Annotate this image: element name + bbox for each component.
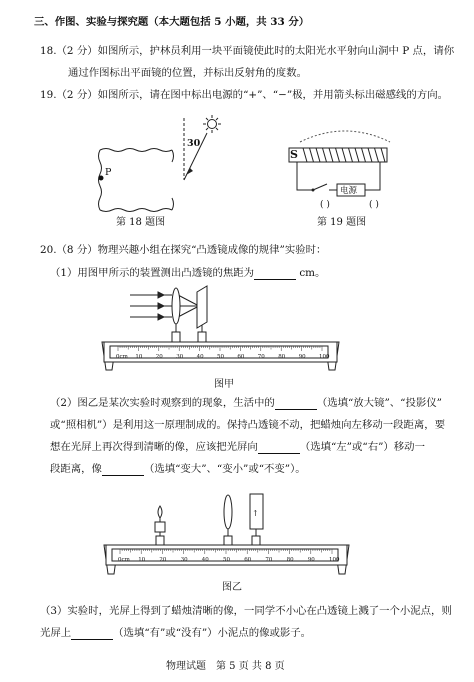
q20-p3-line2: 光屏上 （选填“有”或“没有”）小泥点的像或影子。 — [40, 627, 312, 639]
ruler-tick-label: 10 — [135, 354, 143, 360]
q20-intro: 20.（8 分）物理兴趣小组在探究“凸透镜成像的规律”实验时： — [40, 244, 327, 256]
ruler-tick-label: 80 — [278, 354, 286, 360]
power-label: 电源 — [340, 186, 358, 196]
parallel-rays — [130, 292, 199, 320]
ruler-tick-label: 50 — [223, 557, 230, 563]
section-title: 三、作图、实验与探究题（本大题包括 5 小题，共 33 分） — [34, 16, 310, 28]
ruler-tick-label: 30 — [180, 557, 188, 563]
answer-blank-device[interactable] — [275, 398, 317, 410]
ruler-tick-label: 60 — [237, 354, 245, 360]
fig19-caption: 第 19 题图 — [317, 217, 367, 228]
q19-line1: 19.（2 分）如图所示，请在图中标出电源的“+”、“−”极，并用箭头标出磁感线的方向。 — [40, 89, 448, 101]
ruler-tick-label: 10 — [138, 557, 146, 563]
ruler-unit-label: 0cm — [116, 354, 128, 360]
q20-p3-line1: （3）实验时，光屏上得到了蜡烛清晰的像，一同学不小心在凸透镜上溅了一个小泥点，则 — [40, 605, 452, 617]
answer-blank-image-size[interactable] — [102, 464, 144, 476]
screen-a — [197, 286, 207, 328]
ruler-tick-label: 40 — [196, 354, 204, 360]
ruler-tick-label: 70 — [257, 354, 265, 360]
q18-line1: 18.（2 分）如图所示，护林员利用一块平面镜使此时的太阳光水平射向山洞中 P 点，请你 — [40, 45, 455, 57]
ruler-tick-label: 90 — [307, 557, 315, 563]
ruler-tick-label: 80 — [286, 557, 294, 563]
page-footer: 物理试题 第 5 页 共 8 页 — [166, 661, 285, 672]
ruler-tick-label: 70 — [265, 557, 273, 563]
q20-p2-line4: 段距离，像 （选填“变大”、“变小”或“不变”）。 — [50, 463, 306, 475]
ruler-tick-label: 50 — [217, 354, 224, 360]
q20-p1: （1）用图甲所示的装置测出凸透镜的焦距为 cm。 — [50, 267, 326, 279]
ruler-tick-label: 30 — [176, 354, 184, 360]
ruler-tick-label: 20 — [159, 557, 167, 563]
ruler-tick-label: 60 — [244, 557, 252, 563]
q20-p2-line1: （2）图乙是某次实验时观察到的现象，生活中的 （选填“放大镜”、“投影仪” — [50, 397, 442, 409]
ruler-tick-label: 90 — [298, 354, 306, 360]
fig18-caption: 第 18 题图 — [116, 217, 166, 228]
ruler-tick-label: 40 — [201, 557, 209, 563]
paren-left: ( ) — [320, 200, 330, 210]
convex-lens-a — [172, 288, 180, 324]
q18-line2: 通过作图标出平面镜的位置，并标出反射角的度数。 — [68, 67, 307, 79]
answer-blank-mud[interactable] — [71, 628, 113, 640]
fig-b-caption: 图乙 — [222, 582, 242, 593]
ruler-unit-label: 0cm — [118, 557, 130, 563]
point-p-label: P — [105, 167, 112, 178]
fig-a-caption: 图甲 — [214, 379, 234, 390]
convex-lens-b — [224, 495, 232, 529]
answer-blank-direction[interactable] — [258, 442, 300, 454]
svg-text:↑: ↑ — [252, 509, 259, 518]
s-pole-label: S — [290, 148, 298, 161]
q20-p2-line3: 想在光屏上再次得到清晰的像，应该把光屏向 （选填“左”或“右”）移动一 — [50, 441, 425, 453]
q20-p2-line2: 或“照相机”）是利用这一原理制成的。保持凸透镜不动，把蜡烛向左移动一段距离，要 — [50, 419, 446, 431]
ruler-tick-label: 20 — [155, 354, 163, 360]
ruler-tick-label: 100 — [319, 354, 330, 360]
paren-right: ( ) — [369, 200, 379, 210]
ruler-tick-label: 100 — [329, 557, 340, 563]
candle — [155, 506, 165, 545]
angle-label: 30 — [187, 138, 201, 149]
